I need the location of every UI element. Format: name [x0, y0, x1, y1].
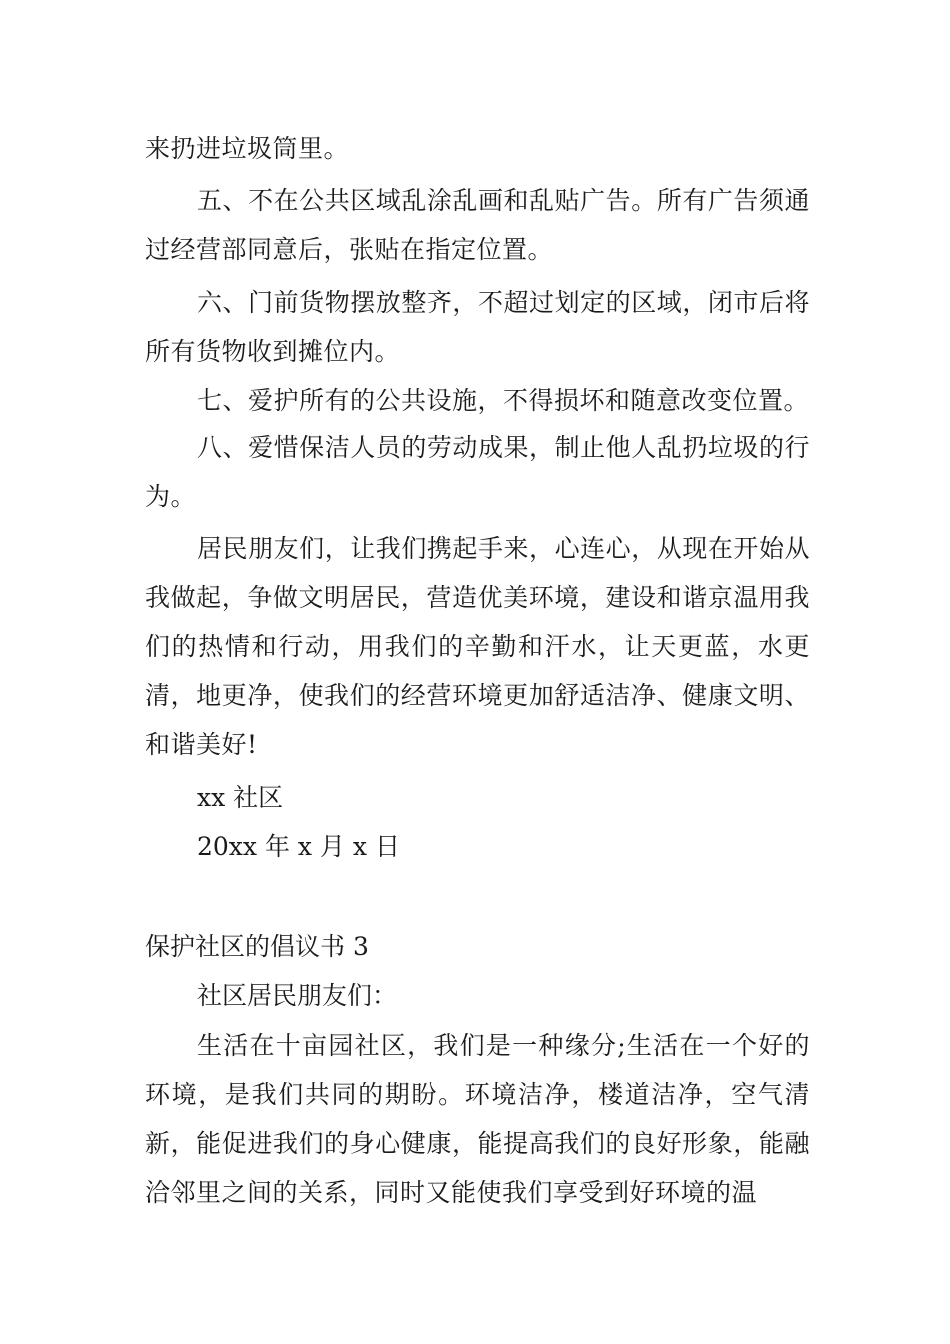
section-title: 保护社区的倡议书 3 — [145, 932, 369, 961]
paragraph-continuation: 来扔进垃圾筒里。 — [145, 134, 350, 163]
paragraph-intro: 生活在十亩园社区，我们是一种缘分;生活在一个好的环境，是我们共同的期盼。环境洁净，楼道洁净，空气清新，能促进我们的身心健康，能提高我们的良好形象，能融洽邻里之间的关系，同时又能使我们享受到好环境的温 — [145, 1031, 810, 1207]
paragraph-item-six: 六、门前货物摆放整齐，不超过划定的区域，闭市后将所有货物收到摊位内。 — [145, 288, 810, 366]
paragraph-item-seven: 七、爱护所有的公共设施，不得损坏和随意改变位置。 — [197, 386, 810, 415]
signature-community: xx 社区 — [197, 783, 284, 812]
salutation: 社区居民朋友们： — [197, 981, 398, 1010]
signature-date: 20xx 年 x 月 x 日 — [197, 832, 400, 861]
paragraph-item-five: 五、不在公共区域乱涂乱画和乱贴广告。所有广告须通过经营部同意后，张贴在指定位置。 — [145, 186, 810, 264]
paragraph-appeal: 居民朋友们，让我们携起手来，心连心，从现在开始从我做起，争做文明居民，营造优美环境，建设和谐京温用我们的热情和行动，用我们的辛勤和汗水，让天更蓝，水更清，地更净，使我们的经营环境更加舒适洁净、健康文明、和谐美好! — [145, 534, 810, 759]
paragraph-item-eight: 八、爱惜保洁人员的劳动成果，制止他人乱扔垃圾的行为。 — [145, 433, 810, 511]
